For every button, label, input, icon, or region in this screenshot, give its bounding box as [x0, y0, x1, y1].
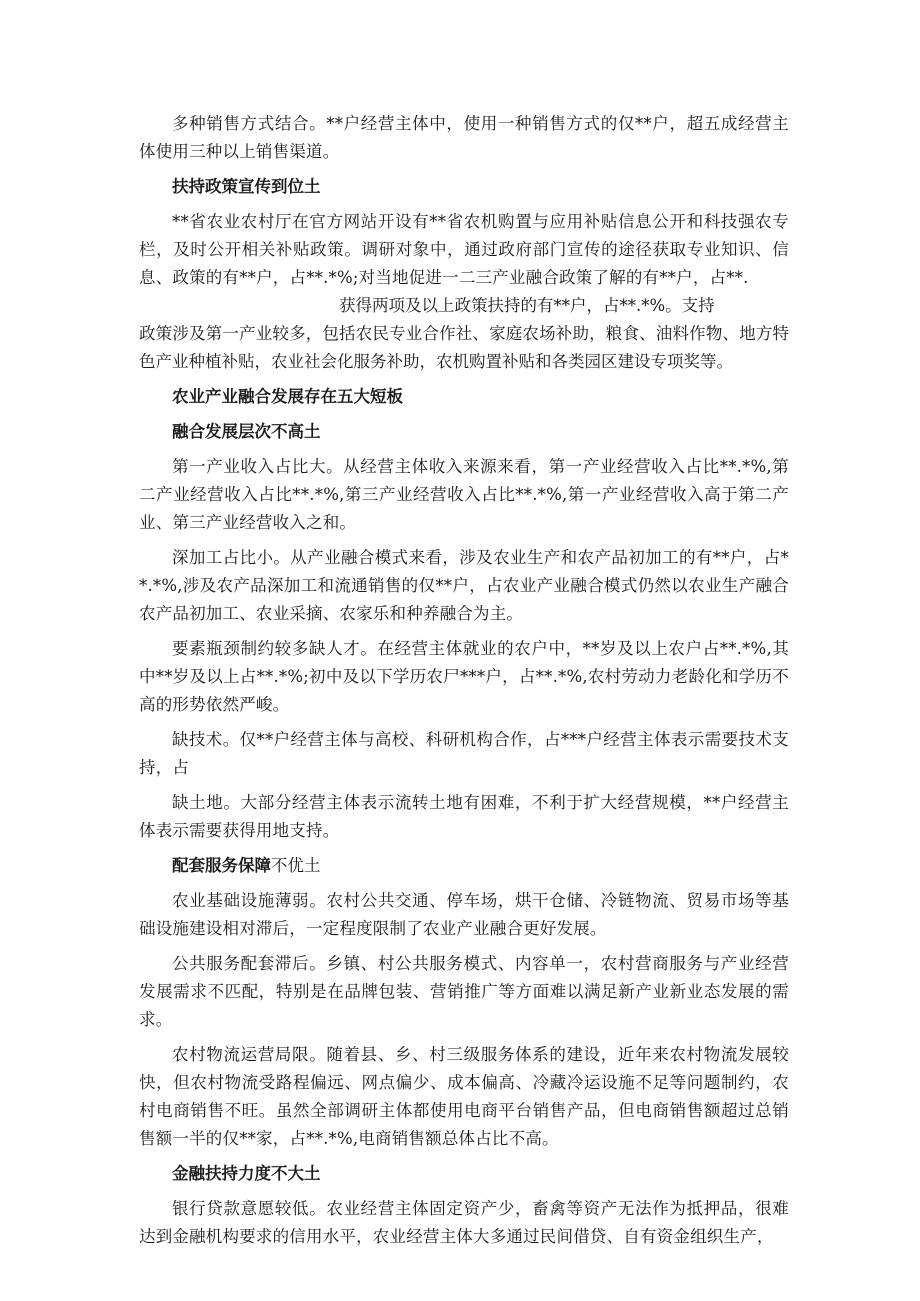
- paragraph-rural-logistics: 农村物流运营局限。随着县、乡、村三级服务体系的建设，近年来农村物流发展较快，但农村物流受路程偏远、网点偏少、成本偏高、冷藏冷运设施不足等问题制约，农村电商销售不旺。虽然全部调研主体都使用电商平台销售产品，但电商销售额超过总销售额一半的仅**家，占**.*%,电商销售额总体占比不高。: [139, 1045, 789, 1148]
- heading-financial-support: 金融扶持力度不大土: [172, 1164, 321, 1183]
- paragraph-infrastructure: 农业基础设施薄弱。农村公共交通、停车场，烘干仓储、冷链物流、贸易市场等基础设施建设相对滞后，一定程度限制了农业产业融合更好发展。: [139, 891, 789, 938]
- paragraph-sales-methods: 多种销售方式结合。**户经营主体中，使用一种销售方式的仅**户，超五成经营主体使用三种以上销售渠道。: [139, 114, 789, 161]
- paragraph-policy-split-line: 获得两项及以上政策扶持的有**户，占**.*%。支持: [339, 296, 715, 315]
- paragraph-talent-shortage: 要素瓶颈制约较多缺人才。在经营主体就业的农户中，**岁及以上农户占**.*%,其中**岁及以上占**.*%;初中及以下学历农尸***户，占**.*%,农村劳动力老龄化和学历不高的形势依然严峻。: [139, 639, 789, 714]
- paragraph-primary-income: 第一产业收入占比大。从经营主体收入来源来看，第一产业经营收入占比**.*%,第二产业经营收入占比**.*%,第三产业经营收入占比**.*%,第一产业经营收入高于第二产业、第三产业经营收入之和。: [139, 457, 789, 532]
- paragraph-policy-details: **省农业农村厅在官方网站开设有**省农机购置与应用补贴信息公开和科技强农专栏，及时公开相关补贴政策。调研对象中，通过政府部门宣传的途径获取专业知识、信息、政策的有**户，占**.*%;对当地促进一二三产业融合政策了解的有**户，占**.: [139, 212, 789, 287]
- heading-integration-level: 融合发展层次不高土: [172, 422, 321, 441]
- heading-five-shortcomings: 农业产业融合发展存在五大短板: [172, 387, 403, 406]
- heading-service-support: [139, 852, 789, 880]
- paragraph-bank-loans: 银行贷款意愿较低。农业经营主体固定资产少，畜禽等资产无法作为抵押品，很难达到金融机构要求的信用水平，农业经营主体大多通过民间借贷、自有资金组织生产，: [139, 1199, 789, 1246]
- heading-policy-promotion: 扶持政策宣传到位土: [172, 177, 321, 196]
- heading-service-support-bold: 配套服务保障: [172, 856, 271, 875]
- heading-service-support-normal: 不优土: [271, 856, 321, 875]
- paragraph-deep-processing: 深加工占比小。从产业融合模式来看，涉及农业生产和农产品初加工的有**户，占**.*%,涉及农产品深加工和流通销售的仅**户，占农业产业融合模式仍然以农业生产融合农产品初加工、农业采摘、农家乐和种养融合为主。: [139, 548, 789, 623]
- document-page: [139, 110, 789, 1258]
- paragraph-public-services: 公共服务配套滞后。乡镇、村公共服务模式、内容单一，农村营商服务与产业经营发展需求不匹配，特别是在品牌包装、营销推广等方面难以满足新产业新业态发展的需求。: [139, 954, 789, 1029]
- paragraph-policy-continued: 政策涉及第一产业较多，包括农民专业合作社、家庭农场补助，粮食、油料作物、地方特色产业种植补贴，农业社会化服务补助，农机购置补贴和各类园区建设专项奖等。: [139, 324, 789, 371]
- paragraph-land-shortage: 缺土地。大部分经营主体表示流转土地有困难，不利于扩大经营规模，**户经营主体表示需要获得用地支持。: [139, 793, 789, 840]
- paragraph-technology-shortage: 缺技术。仅**户经营主体与高校、科研机构合作，占***户经营主体表示需要技术支持，占: [139, 730, 789, 777]
